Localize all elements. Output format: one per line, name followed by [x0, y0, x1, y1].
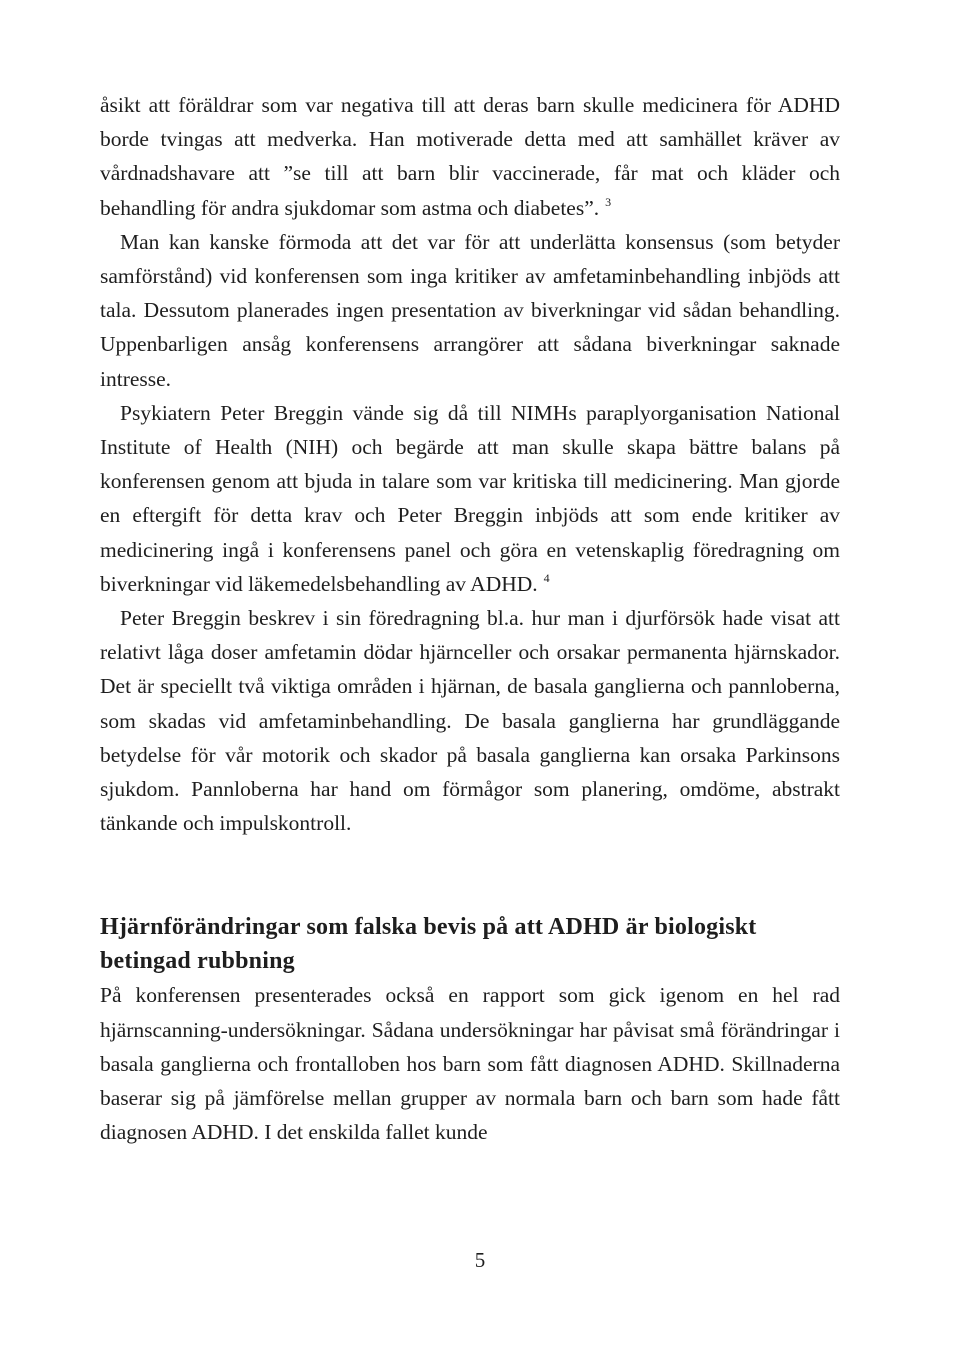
section-heading: Hjärnförändringar som falska bevis på att ADHD är biologiskt betingad rubbning [100, 914, 757, 975]
paragraph-3 [100, 396, 840, 601]
page-number: 5 [474, 1248, 486, 1272]
footnote-marker-4: 4 [543, 570, 550, 585]
section-paragraph: På konferensen presenterades också en rapport som gick igenom en hel rad hjärnscanning-undersökningar. Sådana undersökningar har påvisat små förändringar i basala ganglierna och frontalloben hos barn som fått diagnosen ADHD. Skillnaderna baserar sig på jämförelse mellan grupper av normala barn och barn som hade fått diagnosen ADHD. I det enskilda fallet kunde [100, 983, 840, 1145]
page-body [100, 88, 840, 1149]
paragraph-2: Man kan kanske förmoda att det var för att underlätta konsensus (som betyder samförstånd) vid konferensen som inga kritiker av amfetaminbehandling inbjöds att tala. Dessutom planerades ingen presentation av biverkningar vid sådan behandling. Uppenbarligen ansåg konferensens arrangörer att sådana biverkningar saknade intresse. [100, 229, 840, 391]
footnote-marker-3: 3 [605, 194, 612, 209]
paragraph-1-text: åsikt att föräldrar som var negativa till att deras barn skulle medicinera för ADHD borde tvingas att medverka. Han motiverade detta med att samhället kräver av vårdnadshavare att ”se till att barn blir vaccinerade, får mat och kläder och behandling för andra sjukdomar som astma och diabetes”. [100, 93, 840, 220]
paragraph-3-text: Psykiatern Peter Breggin vände sig då till NIMHs paraplyorganisation National Institute of Health (NIH) och begärde att man skulle skapa bättre balans på konferensen genom att bjuda in talare som var kritiska till medicinering. Man gjorde en eftergift för detta krav och Peter Breggin inbjöds att som ende kritiker av medicinering ingå i konferensens panel och göra en vetenskaplig föredragning om biverkningar vid läkemedelsbehandling av ADHD. [100, 400, 840, 596]
paragraph-1 [100, 88, 840, 225]
paragraph-4: Peter Breggin beskrev i sin föredragning bl.a. hur man i djurförsök hade visat att relativt låga doser amfetamin dödar hjärnceller och orsakar permanenta hjärnskador. Det är speciellt två viktiga områden i hjärnan, de basala ganglierna och pannloberna, som skadas vid amfetaminbehandling. De basala ganglierna har grundläggande betydelse för vår motorik och skador på basala ganglierna kan orsaka Parkinsons sjukdom. Pannloberna har hand om förmågor som planering, omdöme, abstrakt tänkande och impulskontroll. [100, 606, 840, 836]
